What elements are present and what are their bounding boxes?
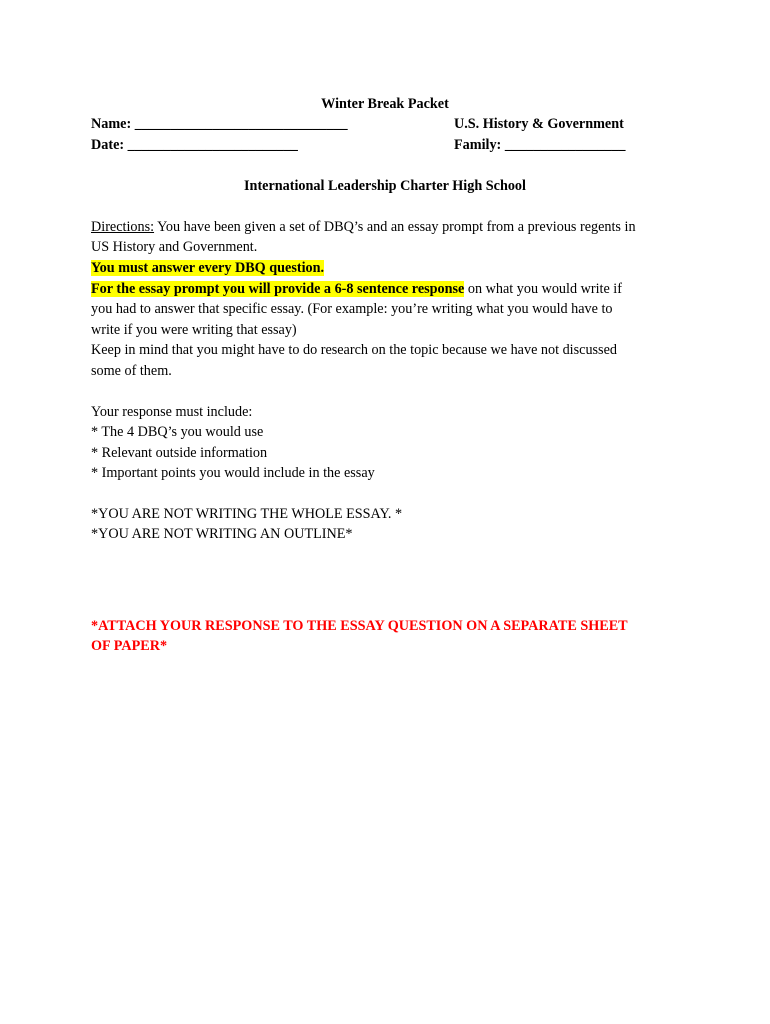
- directions-line-7: Keep in mind that you might have to do research on the topic because we have not discussed: [91, 342, 617, 358]
- directions-line-6: write if you were writing that essay): [91, 322, 297, 338]
- family-blank: _________________: [504, 137, 626, 153]
- attach-notice-line-2: OF PAPER*: [91, 638, 168, 654]
- directions-line-8: some of them.: [91, 363, 172, 379]
- date-label: Date:: [91, 137, 125, 153]
- directions-line-3: [91, 258, 324, 278]
- requirement-item: * The 4 DBQ’s you would use: [91, 424, 264, 440]
- highlighted-essay-instruction: For the essay prompt you will provide a 6-8 sentence response: [91, 281, 465, 297]
- requirement-item: * Important points you would include in the essay: [91, 465, 375, 481]
- document-title: Winter Break Packet: [321, 96, 449, 112]
- warning-not-outline: *YOU ARE NOT WRITING AN OUTLINE*: [91, 526, 353, 542]
- directions-text: You have been given a set of DBQ’s and an essay prompt from a previous regents in: [154, 219, 636, 235]
- directions-line-5: you had to answer that specific essay. (For example: you’re writing what you would have to: [91, 301, 613, 317]
- name-blank: ______________________________: [134, 116, 348, 132]
- school-name: International Leadership Charter High School: [244, 178, 526, 194]
- highlighted-instruction: You must answer every DBQ question.: [91, 260, 325, 276]
- directions-text: on what you would write if: [464, 281, 622, 297]
- directions-line-1: [91, 217, 636, 237]
- directions-line-4: [91, 279, 622, 299]
- name-field: [91, 114, 348, 134]
- family-field: [454, 135, 625, 155]
- warning-not-essay: *YOU ARE NOT WRITING THE WHOLE ESSAY. *: [91, 506, 403, 522]
- course-title: U.S. History & Government: [454, 116, 624, 132]
- date-field: [91, 135, 298, 155]
- date-blank: ________________________: [127, 137, 298, 153]
- requirement-item: * Relevant outside information: [91, 445, 268, 461]
- directions-label: Directions:: [91, 219, 155, 235]
- family-label: Family:: [454, 137, 502, 153]
- directions-line-2: US History and Government.: [91, 239, 258, 255]
- requirements-heading: Your response must include:: [91, 404, 253, 420]
- attach-notice-line-1: *ATTACH YOUR RESPONSE TO THE ESSAY QUESTION ON A SEPARATE SHEET: [91, 618, 628, 634]
- name-label: Name:: [91, 116, 132, 132]
